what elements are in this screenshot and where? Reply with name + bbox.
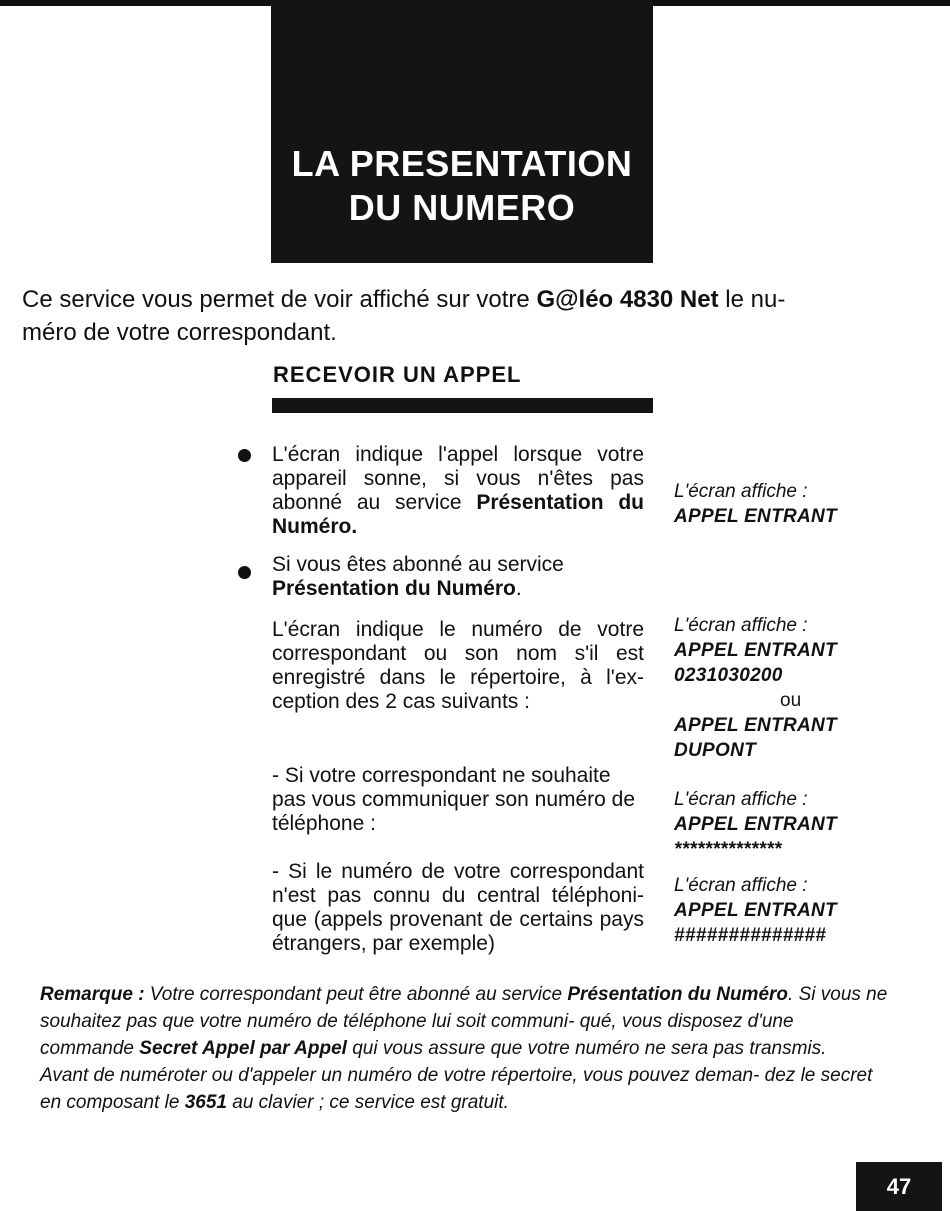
chapter-title-block	[271, 0, 653, 263]
display-example-4: L'écran affiche : APPEL ENTRANT ##############	[674, 875, 837, 946]
display-example-1: L'écran affiche : APPEL ENTRANT	[674, 481, 837, 527]
bullet-icon	[238, 449, 251, 462]
bullet-icon	[238, 566, 251, 579]
display-example-2: L'écran affiche : APPEL ENTRANT 0231030200 ou APPEL ENTRANT DUPONT	[674, 615, 837, 761]
product-name: G@léo 4830 Net	[536, 286, 719, 313]
bullet-item-1: L'écran indique l'appel lorsque votre appareil sonne, si vous n'êtes pas abonné au service Présentation du Numéro.	[272, 443, 644, 538]
chapter-title-line1: LA PRESENTATION	[291, 143, 633, 184]
intro-paragraph: Ce service vous permet de voir affiché sur votre G@léo 4830 Net le nu- méro de votre correspondant.	[22, 286, 786, 346]
section-rule	[272, 398, 653, 413]
section-title: RECEVOIR UN APPEL	[273, 362, 522, 387]
remark-label: Remarque :	[40, 984, 145, 1005]
chapter-title-line2: DU NUMERO	[348, 187, 576, 228]
case-unknown-number: - Si le numéro de votre correspondant n'est pas connu du central téléphoni- que (appels provenant de certains pays étrangers, par exemple)	[272, 860, 644, 955]
display-example-3: L'écran affiche : APPEL ENTRANT **************	[674, 789, 837, 860]
explanation-paragraph: L'écran indique le numéro de votre correspondant ou son nom s'il est enregistré dans le répertoire, à l'ex- ception des 2 cas suivants :	[272, 618, 644, 713]
case-hidden-number: - Si votre correspondant ne souhaite pas vous communiquer son numéro de téléphone :	[272, 764, 636, 835]
remark-note: Remarque : Votre correspondant peut être abonné au service Présentation du Numéro. Si vous ne souhaitez pas que votre numéro de téléphone lui soit communi- qué, vous disposez d'une commande Secret Appel par Appel qui vous assure que votre numéro ne sera pas transmis. Avant de numéroter ou d'appeler un numéro de votre répertoire, vous pouvez deman- dez le secret en composant le 3651 au clavier ; ce service est gratuit.	[40, 984, 888, 1113]
page-number: 47	[856, 1162, 942, 1211]
bullet-item-2: Si vous êtes abonné au service Présentation du Numéro.	[272, 553, 564, 600]
